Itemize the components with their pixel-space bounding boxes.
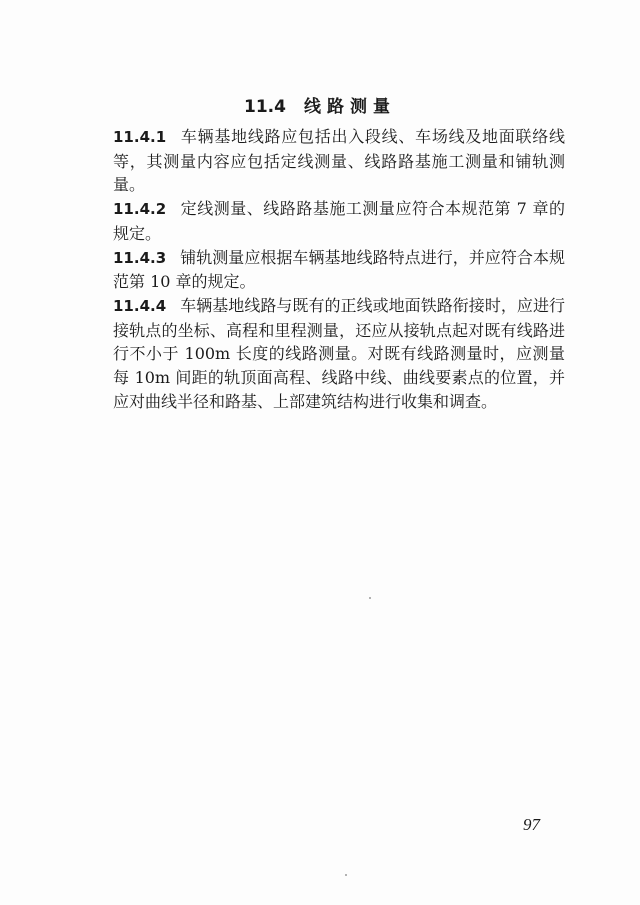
clause-text: 车辆基地线路应包括出入段线、车场线及地面联络线等，其测量内容应包括定线测量、线路路基施工测量和铺轨测量。 xyxy=(113,127,565,195)
clause-number: 11.4.3 xyxy=(113,248,167,267)
clause-11-4-3 xyxy=(113,246,565,294)
clause-number: 11.4.4 xyxy=(113,296,167,315)
clause-number: 11.4.2 xyxy=(113,200,167,219)
clause-11-4-1 xyxy=(113,125,565,197)
section-heading xyxy=(0,92,640,117)
clause-11-4-2 xyxy=(113,197,565,245)
clause-text: 铺轨测量应根据车辆基地线路特点进行，并应符合本规范第 10 章的规定。 xyxy=(113,247,565,292)
clause-11-4-4 xyxy=(113,294,565,414)
clause-list xyxy=(113,125,565,413)
page-number: 97 xyxy=(523,815,540,834)
scan-speck xyxy=(369,597,371,599)
section-title: 线路测量 xyxy=(303,97,396,117)
section-number: 11.4 xyxy=(244,97,286,117)
scan-speck xyxy=(345,874,347,876)
clause-text: 车辆基地线路与既有的正线或地面铁路衔接时，应进行接轨点的坐标、高程和里程测量，还应从接轨点起对既有线路进行不小于 100m 长度的线路测量。对既有线路测量时，应测量每 10m 间距的轨顶面高程、线路中线、曲线要素点的位置，并应对曲线半径和路基、上部建筑结构进行收集和调查。 xyxy=(113,295,565,411)
clause-text: 定线测量、线路路基施工测量应符合本规范第 7 章的规定。 xyxy=(113,199,565,243)
clause-number: 11.4.1 xyxy=(113,128,167,146)
